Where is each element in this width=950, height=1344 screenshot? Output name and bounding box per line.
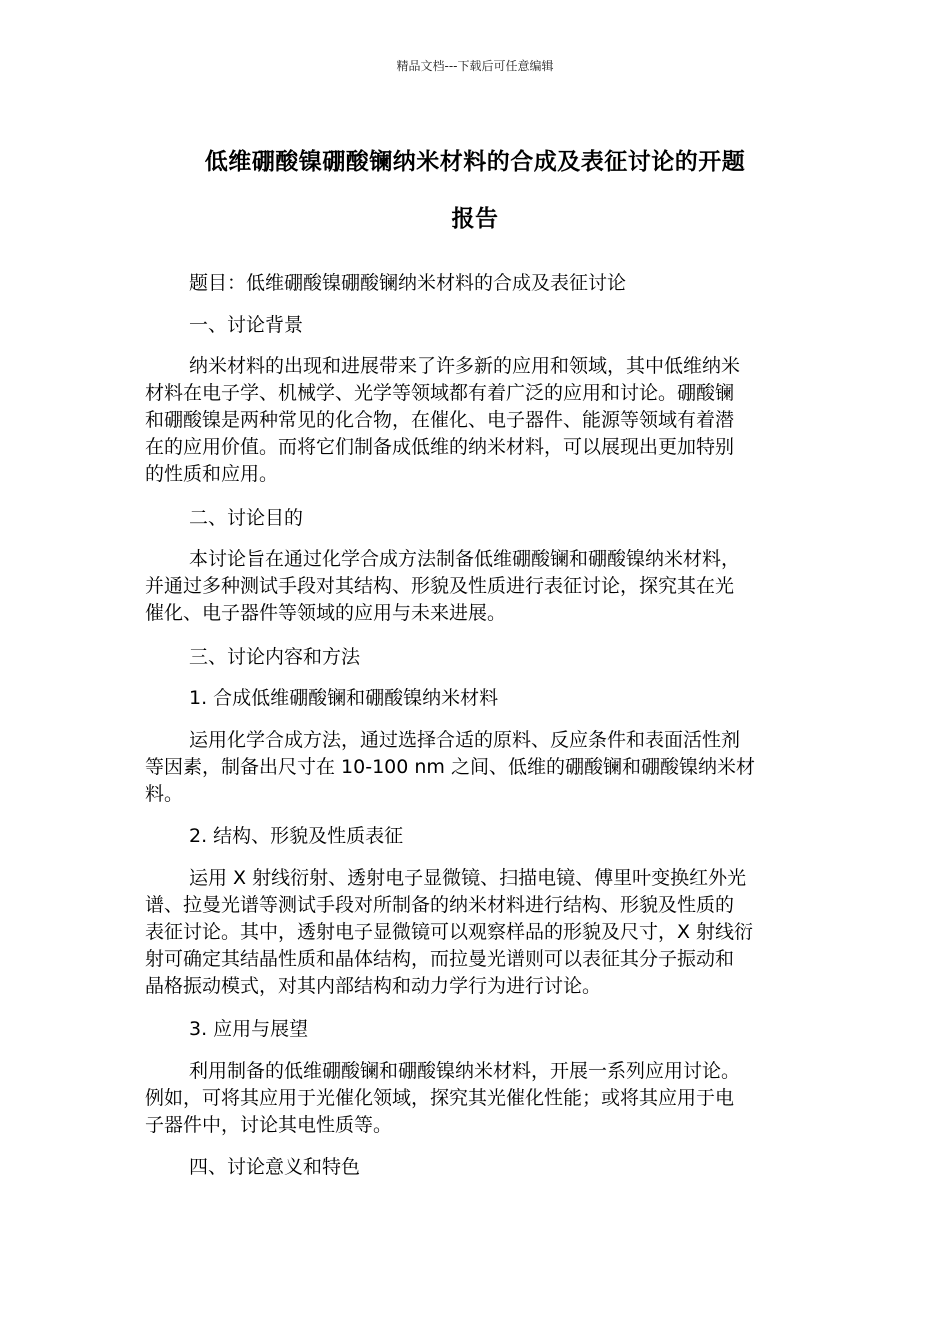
paragraph-line: 料。 [145,783,184,805]
paragraph-line: 和硼酸镍是两种常见的化合物，在催化、电子器件、能源等领域有着潜 [145,409,735,431]
page-header: 精品文档---下载后可任意编辑 [396,59,554,73]
paragraph-line: 子器件中，讨论其电性质等。 [145,1114,393,1136]
document-title-line-1: 低维硼酸镍硼酸镧纳米材料的合成及表征讨论的开题 [204,149,746,175]
subsection-3-3-paragraph [145,1058,740,1139]
paragraph-line: 例如，可将其应用于光催化领域，探究其光催化性能；或将其应用于电 [145,1087,735,1109]
section-1-heading: 一、讨论背景 [189,314,304,336]
subsection-3-3-heading: 3. 应用与展望 [189,1018,309,1040]
section-2-heading: 二、讨论目的 [189,507,304,529]
section-4-heading: 四、讨论意义和特色 [189,1156,361,1178]
paragraph-line: 运用 X 射线衍射、透射电子显微镜、扫描电镜、傅里叶变换红外光 [189,867,747,889]
paragraph-line: 晶格振动模式，对其内部结构和动力学行为进行讨论。 [145,975,602,997]
paragraph-line: 本讨论旨在通过化学合成方法制备低维硼酸镧和硼酸镍纳米材料， [189,548,741,570]
paragraph-line: 材料在电子学、机械学、光学等领域都有着广泛的应用和讨论。硼酸镧 [145,382,735,404]
subsection-3-2-paragraph [145,865,753,1000]
paragraph-line: 在的应用价值。而将它们制备成低维的纳米材料，可以展现出更加特别 [145,436,735,458]
document-title [140,134,810,248]
subsection-3-1-paragraph [145,727,755,808]
paragraph-line: 利用制备的低维硼酸镧和硼酸镍纳米材料，开展一系列应用讨论。 [189,1060,741,1082]
document-title-line-2: 报告 [451,206,499,232]
section-3-heading: 三、讨论内容和方法 [189,646,361,668]
subsection-3-2-heading: 2. 结构、形貌及性质表征 [189,825,404,847]
paragraph-line: 等因素，制备出尺寸在 10-100 nm 之间、低维的硼酸镧和硼酸镍纳米材 [145,756,755,778]
paragraph-line: 催化、电子器件等领域的应用与未来进展。 [145,602,507,624]
paragraph-line: 谱、拉曼光谱等测试手段对所制备的纳米材料进行结构、形貌及性质的 [145,894,735,916]
section-2-paragraph [145,546,740,627]
paragraph-line: 射可确定其结晶性质和晶体结构，而拉曼光谱则可以表征其分子振动和 [145,948,735,970]
paragraph-line: 表征讨论。其中，透射电子显微镜可以观察样品的形貌及尺寸，X 射线衍 [145,921,754,943]
paragraph-line: 的性质和应用。 [145,463,279,485]
subsection-3-1-heading: 1. 合成低维硼酸镧和硼酸镍纳米材料 [189,687,499,709]
topic-line: 题目：低维硼酸镍硼酸镧纳米材料的合成及表征讨论 [189,272,627,294]
paragraph-line: 运用化学合成方法，通过选择合适的原料、反应条件和表面活性剂 [189,729,741,751]
paragraph-line: 并通过多种测试手段对其结构、形貌及性质进行表征讨论，探究其在光 [145,575,735,597]
paragraph-line: 纳米材料的出现和进展带来了许多新的应用和领域，其中低维纳米 [189,355,741,377]
section-1-paragraph [145,353,740,488]
